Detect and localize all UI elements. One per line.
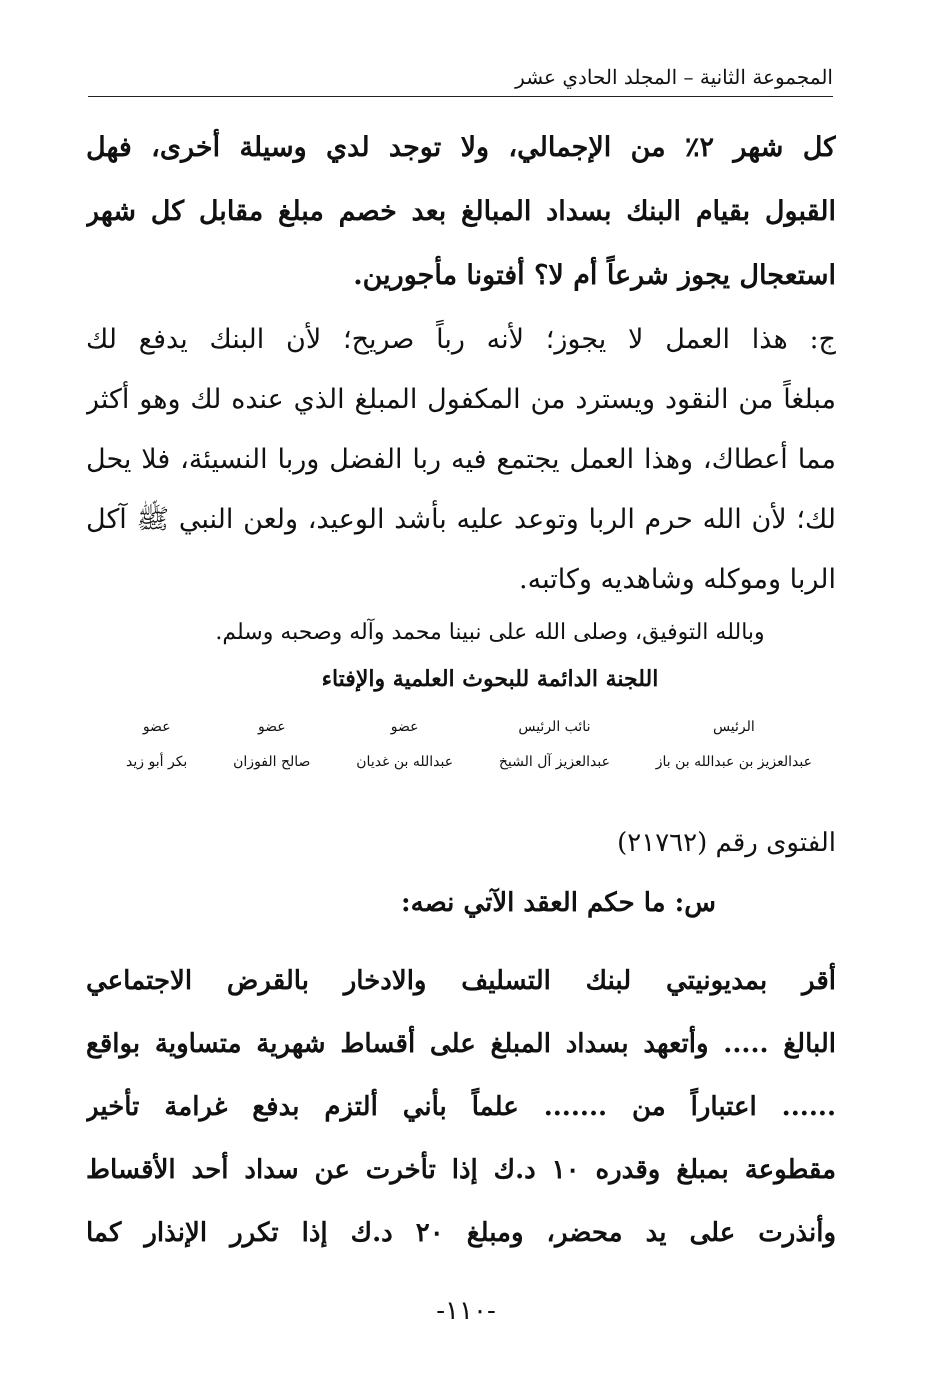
text-line: مبلغاً من النقود ويسترد من المكفول المبلغ الذي عنده لك وهو أكثر [86, 384, 836, 415]
text-line: أقر بمديونيتي لبنك التسليف والادخار بالقرض الاجتماعي [86, 966, 836, 996]
signatory-role: الرئيس [712, 719, 755, 735]
signatory [656, 712, 812, 782]
text-line: لك؛ لأن الله حرم الربا وتوعد عليه بأشد الوعيد، ولعن النبي ﷺ آكل [86, 504, 836, 535]
signatory [233, 712, 310, 782]
signatory-role: عضو [142, 719, 171, 735]
text-line: مما أعطاك، وهذا العمل يجتمع فيه ربا الفضل وربا النسيئة، فلا يحل [86, 444, 836, 475]
text-line: القبول بقيام البنك بسداد المبالغ بعد خصم مبلغ مقابل كل شهر [86, 196, 836, 227]
signatory [356, 712, 453, 782]
committee-name: اللجنة الدائمة للبحوث العلمية والإفتاء [321, 666, 659, 692]
text-line: استعجال يجوز شرعاً أم لا؟ أفتونا مأجورين. [353, 260, 836, 291]
text-line: ج: هذا العمل لا يجوز؛ لأنه رباً صريح؛ لأن البنك يدفع لك [86, 324, 836, 355]
page-number: -١١٠- [436, 1296, 496, 1326]
signatory-role: عضو [390, 719, 419, 735]
signatory [126, 712, 187, 782]
question-heading: س: ما حكم العقد الآتي نصه: [401, 888, 716, 918]
closing-line: وبالله التوفيق، وصلى الله على نبينا محمد وآله وصحبه وسلم. [215, 620, 765, 645]
signatory-name: بكر أبو زيد [126, 754, 188, 770]
text-line: ...... اعتباراً من ....... علماً بأني ألتزم بدفع غرامة تأخير [86, 1092, 836, 1122]
running-title: المجموعة الثانية – المجلد الحادي عشر [515, 65, 833, 89]
text-line: البالغ ..... وأتعهد بسداد المبلغ على أقساط شهرية متساوية بواقع [86, 1029, 836, 1059]
text-line: وأنذرت على يد محضر، ومبلغ ٢٠ د.ك إذا تكرر الإنذار كما [86, 1218, 836, 1248]
signatory-name: عبدالله بن غديان [356, 754, 454, 770]
question-paragraph [86, 950, 836, 1265]
answer-paragraph [86, 310, 836, 610]
signatory-name: صالح الفوزان [233, 754, 311, 770]
question-continued [86, 116, 836, 308]
signatures-table [126, 712, 812, 782]
signatory-name: عبدالعزيز آل الشيخ [498, 754, 610, 770]
text-line: مقطوعة بمبلغ وقدره ١٠ د.ك إذا تأخرت عن سداد أحد الأقساط [86, 1155, 836, 1185]
signatory-role: عضو [257, 719, 286, 735]
signatory [499, 712, 610, 782]
fatwa-number: الفتوى رقم (٢١٧٦٢) [617, 828, 836, 858]
text-line: الربا وموكله وشاهديه وكاتبه. [519, 564, 836, 595]
signatory-name: عبدالعزيز بن عبدالله بن باز [655, 754, 812, 770]
text-line: كل شهر ٢٪ من الإجمالي، ولا توجد لدي وسيلة أخرى، فهل [86, 132, 836, 163]
signatory-role: نائب الرئيس [518, 719, 591, 735]
running-header [88, 62, 833, 97]
